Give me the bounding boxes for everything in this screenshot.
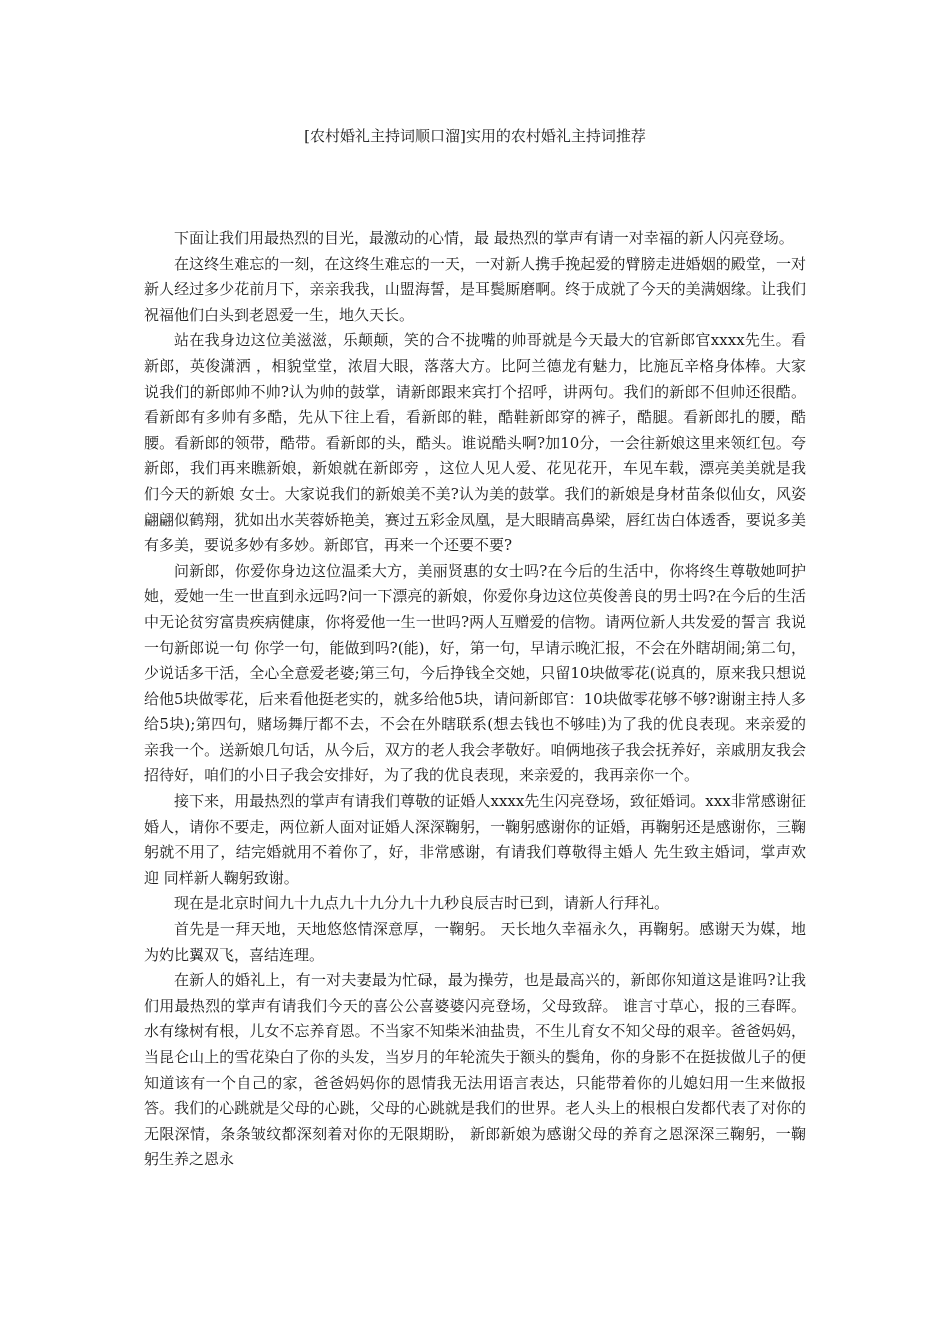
paragraph-3: 站在我身边这位美滋滋，乐颠颠，笑的合不拢嘴的帅哥就是今天最大的官新郎官xxxx先生。看新郎，英俊潇洒 ，相貌堂堂，浓眉大眼，落落大方。比阿兰德龙有魅力，比施瓦辛格身体棒。大家说我们的新郎帅不帅?认为帅的鼓掌，请新郎跟来宾打个招呼，讲两句。我们的新郎不但帅还很酷。看新郎有多帅有多酷，先从下往上看，看新郎的鞋，酷鞋新郎穿的裤子，酷腿。看新郎扎的腰，酷腰。看新郎的领带，酷带。看新郎的头，酷头。谁说酷头啊?加10分，一会往新娘这里来领红包。夸新郎，我们再来瞧新娘，新娘就在新郎旁 ，这位人见人爱、花见花开，车见车载，漂亮美美就是我们今天的新娘 女士。大家说我们的新娘美不美?认为美的鼓掌。我们的新娘是身材苗条似仙女，风姿翩翩似鹤翔，犹如出水芙蓉娇艳美，赛过五彩金凤凰，是大眼睛高鼻梁，唇红齿白体透香，要说多美有多美，要说多妙有多妙。新郎官，再来一个还要不要? [144, 331, 806, 555]
document-body [144, 226, 806, 1173]
paragraph-2: 在这终生难忘的一刻，在这终生难忘的一天，一对新人携手挽起爱的臂膀走进婚姻的殿堂，一对新人经过多少花前月下，亲亲我我，山盟海誓，是耳鬓厮磨啊。终于成就了今天的美满姻缘。让我们祝福他们白头到老恩爱一生，地久天长。 [144, 254, 806, 324]
paragraph-7: 首先是一拜天地，天地悠悠情深意厚，一鞠躬。 天长地久幸福永久，再鞠躬。感谢天为媒，地为妁比翼双飞，喜结连理。 [144, 920, 806, 964]
paragraph-5: 接下来，用最热烈的掌声有请我们尊敬的证婚人xxxx先生闪亮登场，致征婚词。xxx非常感谢征婚人，请你不要走，两位新人面对证婚人深深鞠躬，一鞠躬感谢你的证婚，再鞠躬还是感谢你，三鞠躬就不用了，结完婚就用不着你了，好，非常感谢，有请我们尊敬得主婚人 先生致主婚词，掌声欢迎 同样新人鞠躬致谢。 [144, 792, 806, 887]
paragraph-6: 现在是北京时间九十九点九十九分九十九秒良辰吉时已到，请新人行拜礼。 [174, 894, 670, 913]
paragraph-1: 下面让我们用最热烈的目光，最激动的心情，最 最热烈的掌声有请一对幸福的新人闪亮登场。 [174, 229, 794, 247]
paragraph-8: 在新人的婚礼上，有一对夫妻最为忙碌，最为操劳，也是最高兴的，新郎你知道这是谁吗?让我们用最热烈的掌声有请我们今天的喜公公喜婆婆闪亮登场，父母致辞。 谁言寸草心，报的三春晖。水有缘树有根，儿女不忘养育恩。不当家不知柴米油盐贵，不生儿育女不知父母的艰辛。爸爸妈妈，当昆仑山上的雪花染白了你的头发，当岁月的年轮流失于额头的鬓角，你的身影不在挺拔做儿子的便知道该有一个自己的家，爸爸妈妈你的恩情我无法用语言表达，只能带着你的儿媳妇用一生来做报答。我们的心跳就是父母的心跳，父母的心跳就是我们的世界。老人头上的根根白发都代表了对你的无限深情，条条皱纹都深刻着对你的无限期盼， 新郎新娘为感谢父母的养育之恩深深三鞠躬，一鞠躬生养之恩永 [144, 971, 806, 1169]
document-title: [农村婚礼主持词顺口溜]实用的农村婚礼主持词推荐 [304, 127, 646, 145]
paragraph-4: 问新郎，你爱你身边这位温柔大方，美丽贤惠的女士吗?在今后的生活中，你将终生尊敬她呵护她，爱她一生一世直到永远吗?问一下漂亮的新娘，你爱你身边这位英俊善良的男士吗?在今后的生活中无论贫穷富贵疾病健康，你将爱他一生一世吗?两人互赠爱的信物。请两位新人共发爱的誓言 我说一句新郎说一句 你学一句，能做到吗?(能)，好，第一句，早请示晚汇报，不会在外瞎胡闹;第二句，少说话多干活，全心全意爱老婆;第三句，今后挣钱全交她，只留10块做零花(说真的，原来我只想说给他5块做零花，后来看他挺老实的，就多给他5块，请问新郎官：10块做零花够不够?谢谢主持人多给5块);第四句，赌场舞厅都不去，不会在外瞎联系(想去钱也不够哇)为了我的优良表现。来亲爱的亲我一个。送新娘几句话，从今后，双方的老人我会孝敬好。咱俩地孩子我会抚养好，亲戚朋友我会招待好，咱们的小日子我会安排好，为了我的优良表现，来亲爱的，我再亲你一个。 [144, 561, 806, 785]
